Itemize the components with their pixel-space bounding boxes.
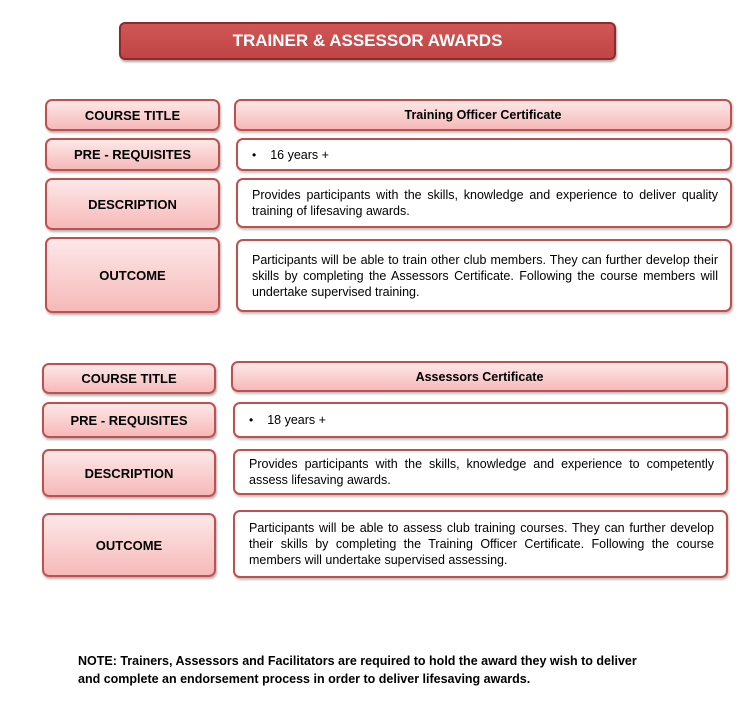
outcome-value bbox=[233, 510, 728, 578]
pre-requisites-text: 16 years + bbox=[270, 147, 329, 162]
description-text: Provides participants with the skills, knowledge and experience to competently assess lifesaving awards. bbox=[249, 457, 714, 487]
description-text: Provides participants with the skills, knowledge and experience to deliver quality training of lifesaving awards. bbox=[252, 188, 718, 218]
course-title-value: Assessors Certificate bbox=[231, 361, 728, 392]
bullet-icon: • bbox=[252, 147, 257, 162]
pre-requisites-label: PRE - REQUISITES bbox=[45, 138, 220, 171]
pre-requisites-value bbox=[233, 402, 728, 438]
outcome-label: OUTCOME bbox=[42, 513, 216, 577]
description-label: DESCRIPTION bbox=[42, 449, 216, 497]
pre-requisites-text: 18 years + bbox=[267, 413, 326, 427]
course-title-label: COURSE TITLE bbox=[42, 363, 216, 394]
description-value bbox=[233, 449, 728, 495]
course-title-label: COURSE TITLE bbox=[45, 99, 220, 131]
course-title-value: Training Officer Certificate bbox=[234, 99, 732, 131]
outcome-label: OUTCOME bbox=[45, 237, 220, 313]
page-title: TRAINER & ASSESSOR AWARDS bbox=[119, 22, 616, 60]
pre-requisites-label: PRE - REQUISITES bbox=[42, 402, 216, 438]
description-value bbox=[236, 178, 732, 228]
bullet-icon: • bbox=[249, 413, 254, 427]
pre-requisites-value bbox=[236, 138, 732, 171]
description-label: DESCRIPTION bbox=[45, 178, 220, 230]
note bbox=[78, 652, 718, 688]
outcome-text: Participants will be able to train other club members. They can further develop their skills by completing the Assessors Certificate. Following the course members will undertake supervised training. bbox=[252, 252, 718, 299]
note-line-1: NOTE: Trainers, Assessors and Facilitators are required to hold the award they wish to deliver bbox=[78, 654, 637, 668]
outcome-text: Participants will be able to assess club training courses. They can further develop their skills by completing the Training Officer Certificate. Following the course members will undertake supervised assessing. bbox=[249, 521, 714, 567]
note-line-2: and complete an endorsement process in order to deliver lifesaving awards. bbox=[78, 672, 531, 686]
outcome-value bbox=[236, 239, 732, 312]
